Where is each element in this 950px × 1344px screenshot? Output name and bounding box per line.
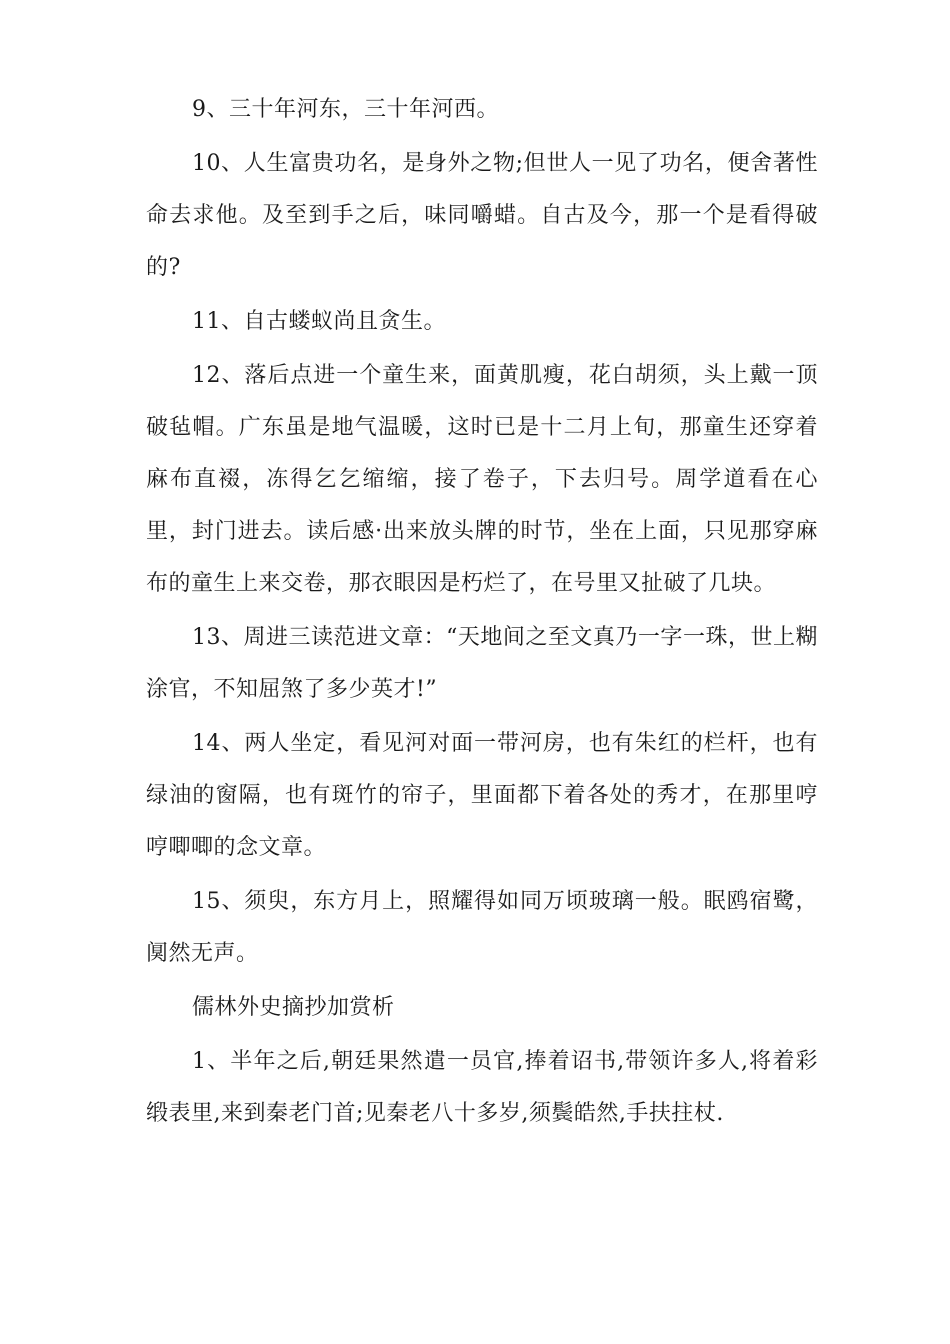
paragraph-14: 14、两人坐定，看见河对面一带河房，也有朱红的栏杆，也有绿油的窗隔，也有斑竹的帘子，里面都下着各处的秀才，在那里哼哼唧唧的念文章。 (146, 731, 818, 860)
paragraph-11: 11、自古蝼蚁尚且贪生。 (192, 309, 446, 334)
paragraph-1: 1、半年之后,朝廷果然遣一员官,捧着诏书,带领许多人,将着彩缎表里,来到秦老门首;见秦老八十多岁,须鬓皓然,手扶拄杖. (146, 1049, 818, 1126)
paragraph-15: 15、须臾，东方月上，照耀得如同万顷玻璃一般。眠鸥宿鹭，阒然无声。 (146, 889, 818, 966)
paragraph-10: 10、人生富贵功名，是身外之物;但世人一见了功名，便舍著性命去求他。及至到手之后，味同嚼蜡。自古及今，那一个是看得破的? (146, 151, 818, 280)
paragraph-9: 9、三十年河东，三十年河西。 (192, 97, 499, 122)
section-heading: 儒林外史摘抄加赏析 (192, 995, 395, 1020)
document-body (146, 84, 818, 1140)
paragraph-12: 12、落后点进一个童生来，面黄肌瘦，花白胡须，头上戴一顶破毡帽。广东虽是地气温暖，这时已是十二月上旬，那童生还穿着麻布直裰，冻得乞乞缩缩，接了卷子，下去归号。周学道看在心里，封门进去。读后感·出来放头牌的时节，坐在上面，只见那穿麻布的童生上来交卷，那衣眼因是朽烂了，在号里又扯破了几块。 (146, 363, 818, 596)
paragraph-13: 13、周进三读范进文章：“天地间之至文真乃一字一珠，世上糊涂官，不知屈煞了多少英才!” (146, 625, 818, 702)
